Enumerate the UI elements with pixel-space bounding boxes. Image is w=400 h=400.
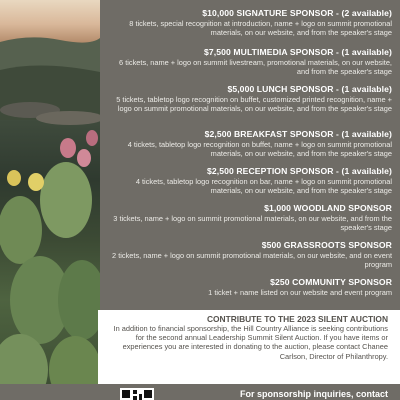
sponsor-title: $2,500 BREAKFAST SPONSOR - (1 available) — [204, 129, 392, 139]
sponsor-title: $5,000 LUNCH SPONSOR - (1 available) — [227, 84, 392, 94]
sponsor-breakfast — [110, 129, 392, 158]
sponsor-title: $7,500 MULTIMEDIA SPONSOR - (1 available) — [204, 47, 392, 57]
landscape-illustration — [0, 0, 100, 400]
sponsor-title: $10,000 SIGNATURE SPONSOR - (2 available) — [202, 8, 392, 18]
silent-auction-panel — [98, 310, 400, 384]
auction-body: In addition to financial sponsorship, the Hill Country Alliance is seeking contributions for the second annual Leadership Summit Silent Auction. If you have items or experiences you are interested in donating to the auction, please contact Chanee Carlson, Director of Philanthropy. — [113, 324, 388, 361]
sponsor-description: 3 tickets, name + logo on summit promotional materials, on our website, and from the speaker's stage — [113, 214, 392, 232]
sponsor-title: $1,000 WOODLAND SPONSOR — [264, 203, 392, 213]
sponsor-title: $2,500 RECEPTION SPONSOR - (1 available) — [206, 166, 392, 176]
sponsor-community — [110, 277, 392, 297]
sponsor-description: 5 tickets, tabletop logo recognition on buffet, customized printed recognition, name + logo on summit promotional materials, on our website, and from the speaker's stage — [116, 95, 392, 113]
sponsor-description: 4 tickets, tabletop logo recognition on buffet, name + logo on summit promotional materials, on our website, and from the speaker's stage — [127, 140, 392, 158]
sponsor-title: $250 COMMUNITY SPONSOR — [270, 277, 392, 287]
qr-code-icon[interactable] — [120, 388, 154, 400]
contact-text: For sponsorship inquiries, contact — [239, 389, 388, 399]
sponsor-grassroots — [110, 240, 392, 269]
sponsor-description: 4 tickets, tabletop logo recognition on bar, name + logo on summit promotional materials, on our website, and from the speaker's stage — [135, 177, 392, 195]
sponsor-description: 8 tickets, special recognition at introduction, name + logo on summit promotional materials, on our website, and from the speaker's stage — [129, 19, 392, 37]
sponsor-multimedia — [110, 47, 392, 76]
auction-heading: CONTRIBUTE TO THE 2023 SILENT AUCTION — [206, 314, 388, 324]
sponsor-description: 6 tickets, name + logo on summit livestream, promotional materials, on our website, and from the speaker's stage — [119, 58, 392, 76]
sponsor-signature — [110, 8, 392, 37]
sponsor-description: 2 tickets, name + logo on summit promotional materials, on our website, and on event program — [112, 251, 392, 269]
sponsor-title: $500 GRASSROOTS SPONSOR — [261, 240, 392, 250]
sponsor-lunch — [110, 84, 392, 113]
sponsor-woodland — [110, 203, 392, 232]
prickly-pear-photo — [0, 0, 100, 400]
sponsor-description: 1 ticket + name listed on our website and event program — [208, 288, 392, 297]
sponsor-reception — [110, 166, 392, 195]
